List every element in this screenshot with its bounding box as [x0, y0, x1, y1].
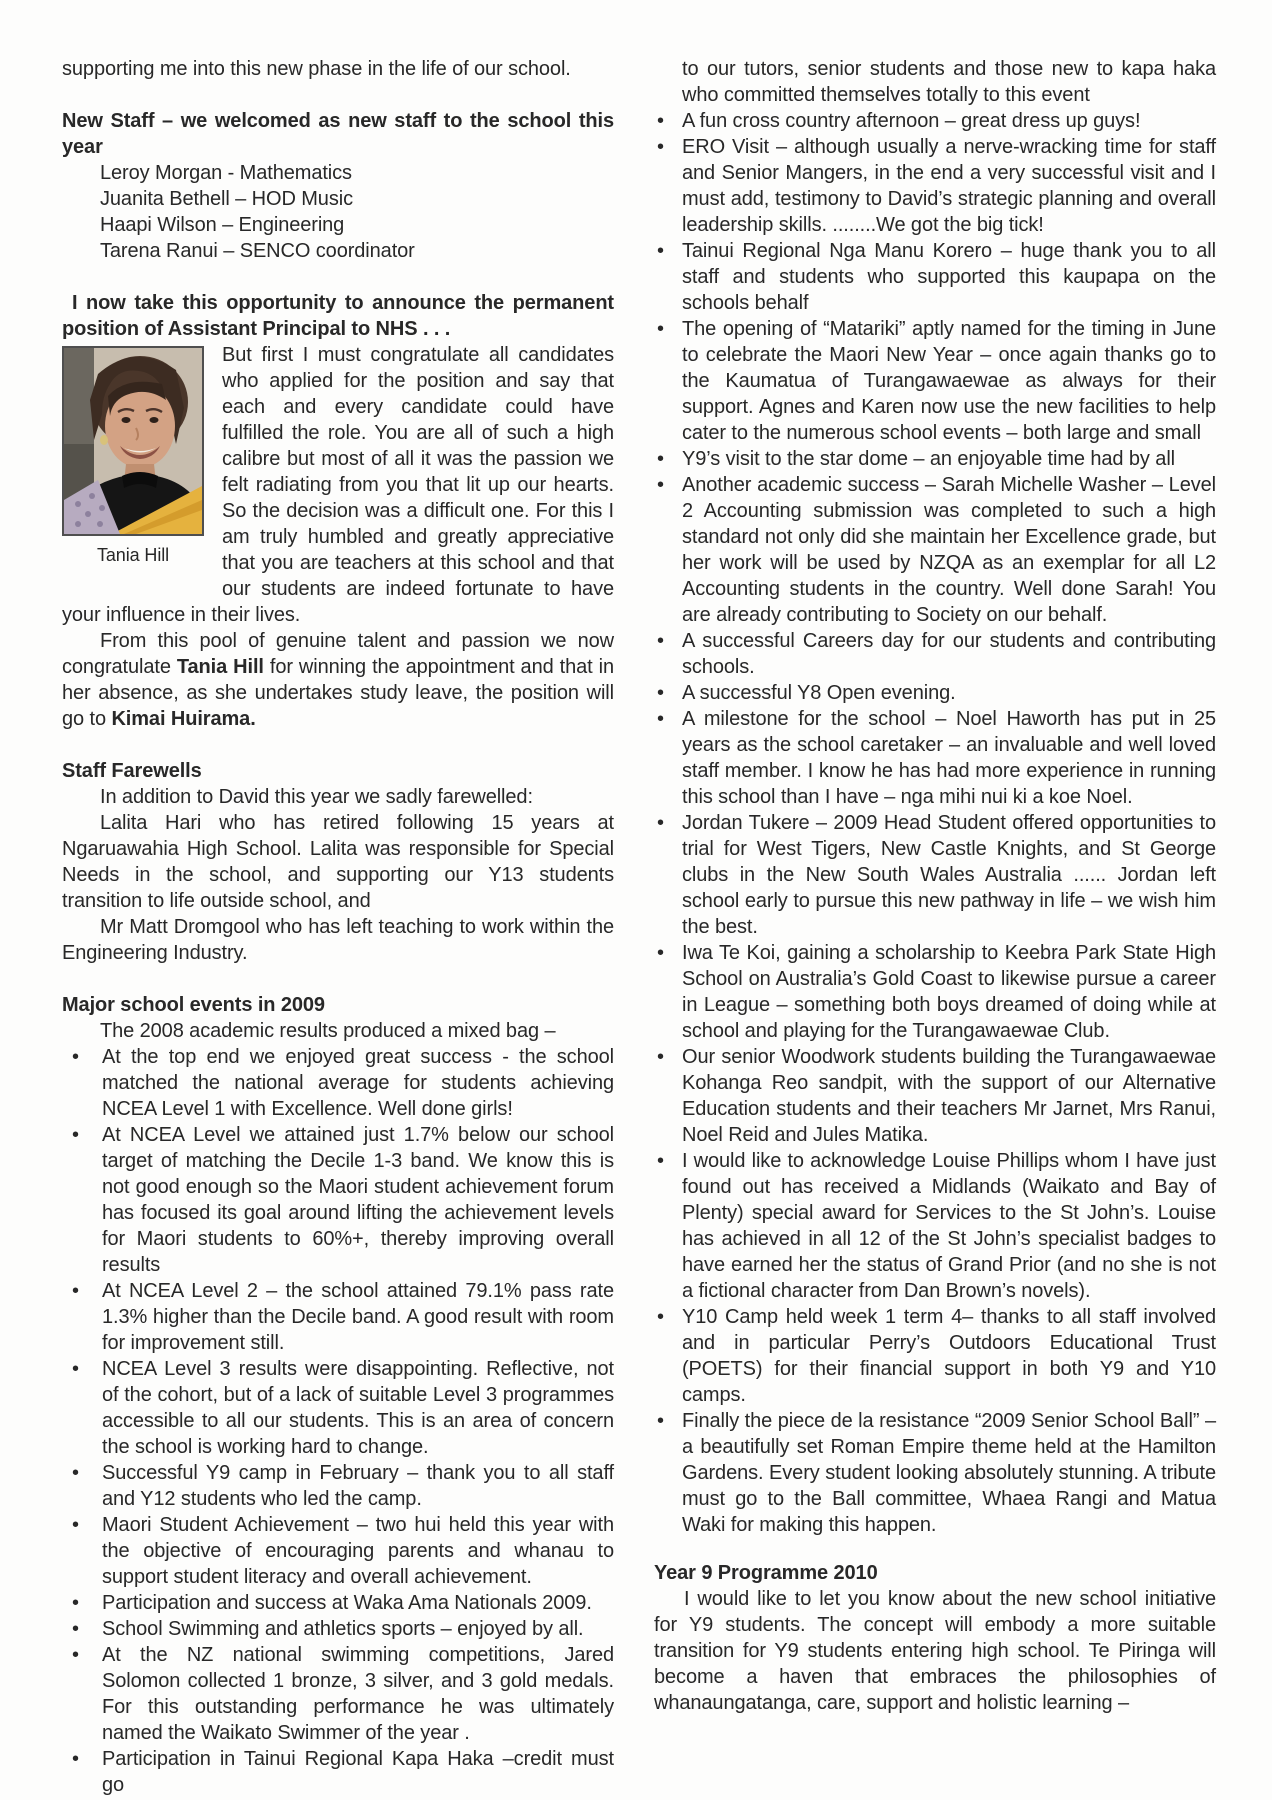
bullet-item: • A fun cross country afternoon – great dress up guys!	[654, 108, 1216, 134]
bullet-item: • School Swimming and athletics sports – enjoyed by all.	[62, 1616, 614, 1642]
bullet-item: • At the top end we enjoyed great success - the school matched the national average for students achieving NCEA Level 1 with Excellence. Well done girls!	[62, 1044, 614, 1122]
bullet-item: • Participation in Tainui Regional Kapa Haka –credit must go	[62, 1746, 614, 1798]
announcement-body: But first I must congratulate all candidates who applied for the position and say that each and every candidate could have fulfilled the role. You are all of such a high calibre but most of all it was the passion we felt radiating from you that lit up our hearts. So the decision was a difficult one. For this I am truly humbled and greatly appreciative that you are teachers at this school and that our students are indeed fortunate to have your influence in their lives.	[62, 344, 614, 626]
bullet-item: • A successful Careers day for our students and contributing schools.	[654, 628, 1216, 680]
bullet-item: • Jordan Tukere – 2009 Head Student offered opportunities to trial for West Tigers, New Castle Knights, and St George clubs in the New South Wales Australia ...... Jordan left school early to pursue this new pathway in life – we wish him the best.	[654, 810, 1216, 940]
bullet-item: • A successful Y8 Open evening.	[654, 680, 1216, 706]
portrait-photo	[62, 346, 204, 536]
events-intro: The 2008 academic results produced a mixed bag –	[100, 1020, 556, 1042]
bullet-item: • Maori Student Achievement – two hui held this year with the objective of encouraging parents and whanau to support student literacy and overall achievement.	[62, 1512, 614, 1590]
announcement-section	[62, 342, 614, 732]
year9-paragraph: I would like to let you know about the new school initiative for Y9 students. The concept will embody a more suitable transition for Y9 students entering high school. Te Piringa will become a haven that embraces the philosophies of whanaungatanga, care, support and holistic learning –	[654, 1588, 1216, 1714]
events-bullet-list-continued	[654, 108, 1216, 1538]
farewells-heading: Staff Farewells	[62, 760, 202, 782]
intro-paragraph: supporting me into this new phase in the life of our school.	[62, 58, 571, 80]
bullet-item: • NCEA Level 3 results were disappointing. Reflective, not of the cohort, but of a lack of suitable Level 3 programmes accessible to all our students. This is an area of concern the school is working hard to change.	[62, 1356, 614, 1460]
staff-list-item: Leroy Morgan - Mathematics	[100, 162, 352, 184]
bullet-item: • Finally the piece de la resistance “2009 Senior School Ball” – a beautifully set Roman Empire theme held at the Hamilton Gardens. Every student looking absolutely stunning. A tribute must go to the Ball committee, Whaea Rangi and Matua Waki for making this happen.	[654, 1408, 1216, 1538]
bullet-item: • Another academic success – Sarah Michelle Washer – Level 2 Accounting submission was completed to such a high standard not only did she maintain her Excellence grade, but her work will be used by NZQA as an exemplar for all L2 Accounting students in the country. Well done Sarah! You are already contributing to Society on our behalf.	[654, 472, 1216, 628]
portrait-photo-illustration	[64, 348, 202, 534]
staff-list-item: Haapi Wilson – Engineering	[100, 214, 345, 236]
bullet-item: • Y9’s visit to the star dome – an enjoyable time had by all	[654, 446, 1216, 472]
appointment-text: From this pool of genuine talent and passion we now congratulate	[62, 630, 614, 678]
continuation-paragraph: to our tutors, senior students and those new to kapa haka who committed themselves totally to this event	[682, 58, 1216, 106]
bullet-item: • Tainui Regional Nga Manu Korero – huge thank you to all staff and students who supported this kaupapa on the schools behalf	[654, 238, 1216, 316]
left-column	[62, 56, 614, 1798]
bullet-item: • I would like to acknowledge Louise Phillips whom I have just found out has received a Midlands (Waikato and Bay of Plenty) special award for Services to the St John’s. Louise has achieved in all 12 of the St John’s specialist badges to have earned her the status of Grand Prior (and no she is not a fictional character from Dan Brown’s novels).	[654, 1148, 1216, 1304]
appointment-text: for winning the appointment and that in her absence, as she undertakes study leave, the position will go to	[62, 656, 614, 730]
acting-appointee-name: Kimai Huirama.	[111, 708, 256, 730]
section-gap	[62, 264, 614, 290]
section-gap	[62, 966, 614, 992]
farewells-paragraph: Mr Matt Dromgool who has left teaching to work within the Engineering Industry.	[62, 916, 614, 964]
bullet-item: • At the NZ national swimming competitions, Jared Solomon collected 1 bronze, 3 silver, and 3 gold medals. For this outstanding performance he was ultimately named the Waikato Swimmer of the year .	[62, 1642, 614, 1746]
bullet-item: • Iwa Te Koi, gaining a scholarship to Keebra Park State High School on Australia’s Gold Coast to likewise pursue a career in League – something both boys dreamed of doing while at school and playing for the Turangawaewae Club.	[654, 940, 1216, 1044]
right-column	[654, 56, 1216, 1798]
bullet-item: • At NCEA Level we attained just 1.7% below our school target of matching the Decile 1-3 band. We know this is not good enough so the Maori student achievement forum has focused its goal around lifting the achievement levels for Maori students to 60%+, thereby improving overall results	[62, 1122, 614, 1278]
section-gap	[62, 732, 614, 758]
announcement-heading: I now take this opportunity to announce the permanent position of Assistant Principal to NHS . . .	[62, 292, 614, 340]
photo-caption: Tania Hill	[96, 545, 170, 565]
bullet-item: • At NCEA Level 2 – the school attained 79.1% pass rate 1.3% higher than the Decile band. A good result with room for improvement still.	[62, 1278, 614, 1356]
bullet-item: • Y10 Camp held week 1 term 4– thanks to all staff involved and in particular Perry’s Outdoors Educational Trust (POETS) for their financial support in both Y9 and Y10 camps.	[654, 1304, 1216, 1408]
new-staff-heading: New Staff – we welcomed as new staff to the school this year	[62, 110, 614, 158]
appointment-paragraph	[62, 628, 614, 732]
farewells-paragraph: In addition to David this year we sadly farewelled:	[100, 786, 533, 808]
bullet-item: • The opening of “Matariki” aptly named for the timing in June to celebrate the Maori New Year – once again thanks go to the Kaumatua of Turangawaewae as always for their support. Agnes and Karen now use the new facilities to help cater to the numerous school events – both large and small	[654, 316, 1216, 446]
events-heading: Major school events in 2009	[62, 994, 325, 1016]
section-gap	[654, 1538, 1216, 1560]
year9-heading: Year 9 Programme 2010	[654, 1562, 878, 1584]
photo-block	[62, 346, 212, 577]
staff-list-item: Juanita Bethell – HOD Music	[100, 188, 353, 210]
bullet-item: • Successful Y9 camp in February – thank you to all staff and Y12 students who led the camp.	[62, 1460, 614, 1512]
appointee-name: Tania Hill	[176, 656, 264, 678]
bullet-item: • A milestone for the school – Noel Haworth has put in 25 years as the school caretaker – an invaluable and well loved staff member. I know he has had more experience in running this school than I have – nga mihi nui ki a koe Noel.	[654, 706, 1216, 810]
bullet-item: • Our senior Woodwork students building the Turangawaewae Kohanga Reo sandpit, with the support of our Alternative Education students and their teachers Mr Jarnet, Mrs Ranui, Noel Reid and Jules Matika.	[654, 1044, 1216, 1148]
bullet-item: • ERO Visit – although usually a nerve-wracking time for staff and Senior Mangers, in the end a very successful visit and I must add, testimony to David’s strategic planning and overall leadership skills. ........We got the big tick!	[654, 134, 1216, 238]
bullet-item: • Participation and success at Waka Ama Nationals 2009.	[62, 1590, 614, 1616]
events-bullet-list	[62, 1044, 614, 1798]
section-gap	[62, 82, 614, 108]
farewells-paragraph: Lalita Hari who has retired following 15 years at Ngaruawahia High School. Lalita was responsible for Special Needs in the school, and supporting our Y13 students transition to life outside school, and	[62, 812, 614, 912]
staff-list-item: Tarena Ranui – SENCO coordinator	[100, 240, 415, 262]
